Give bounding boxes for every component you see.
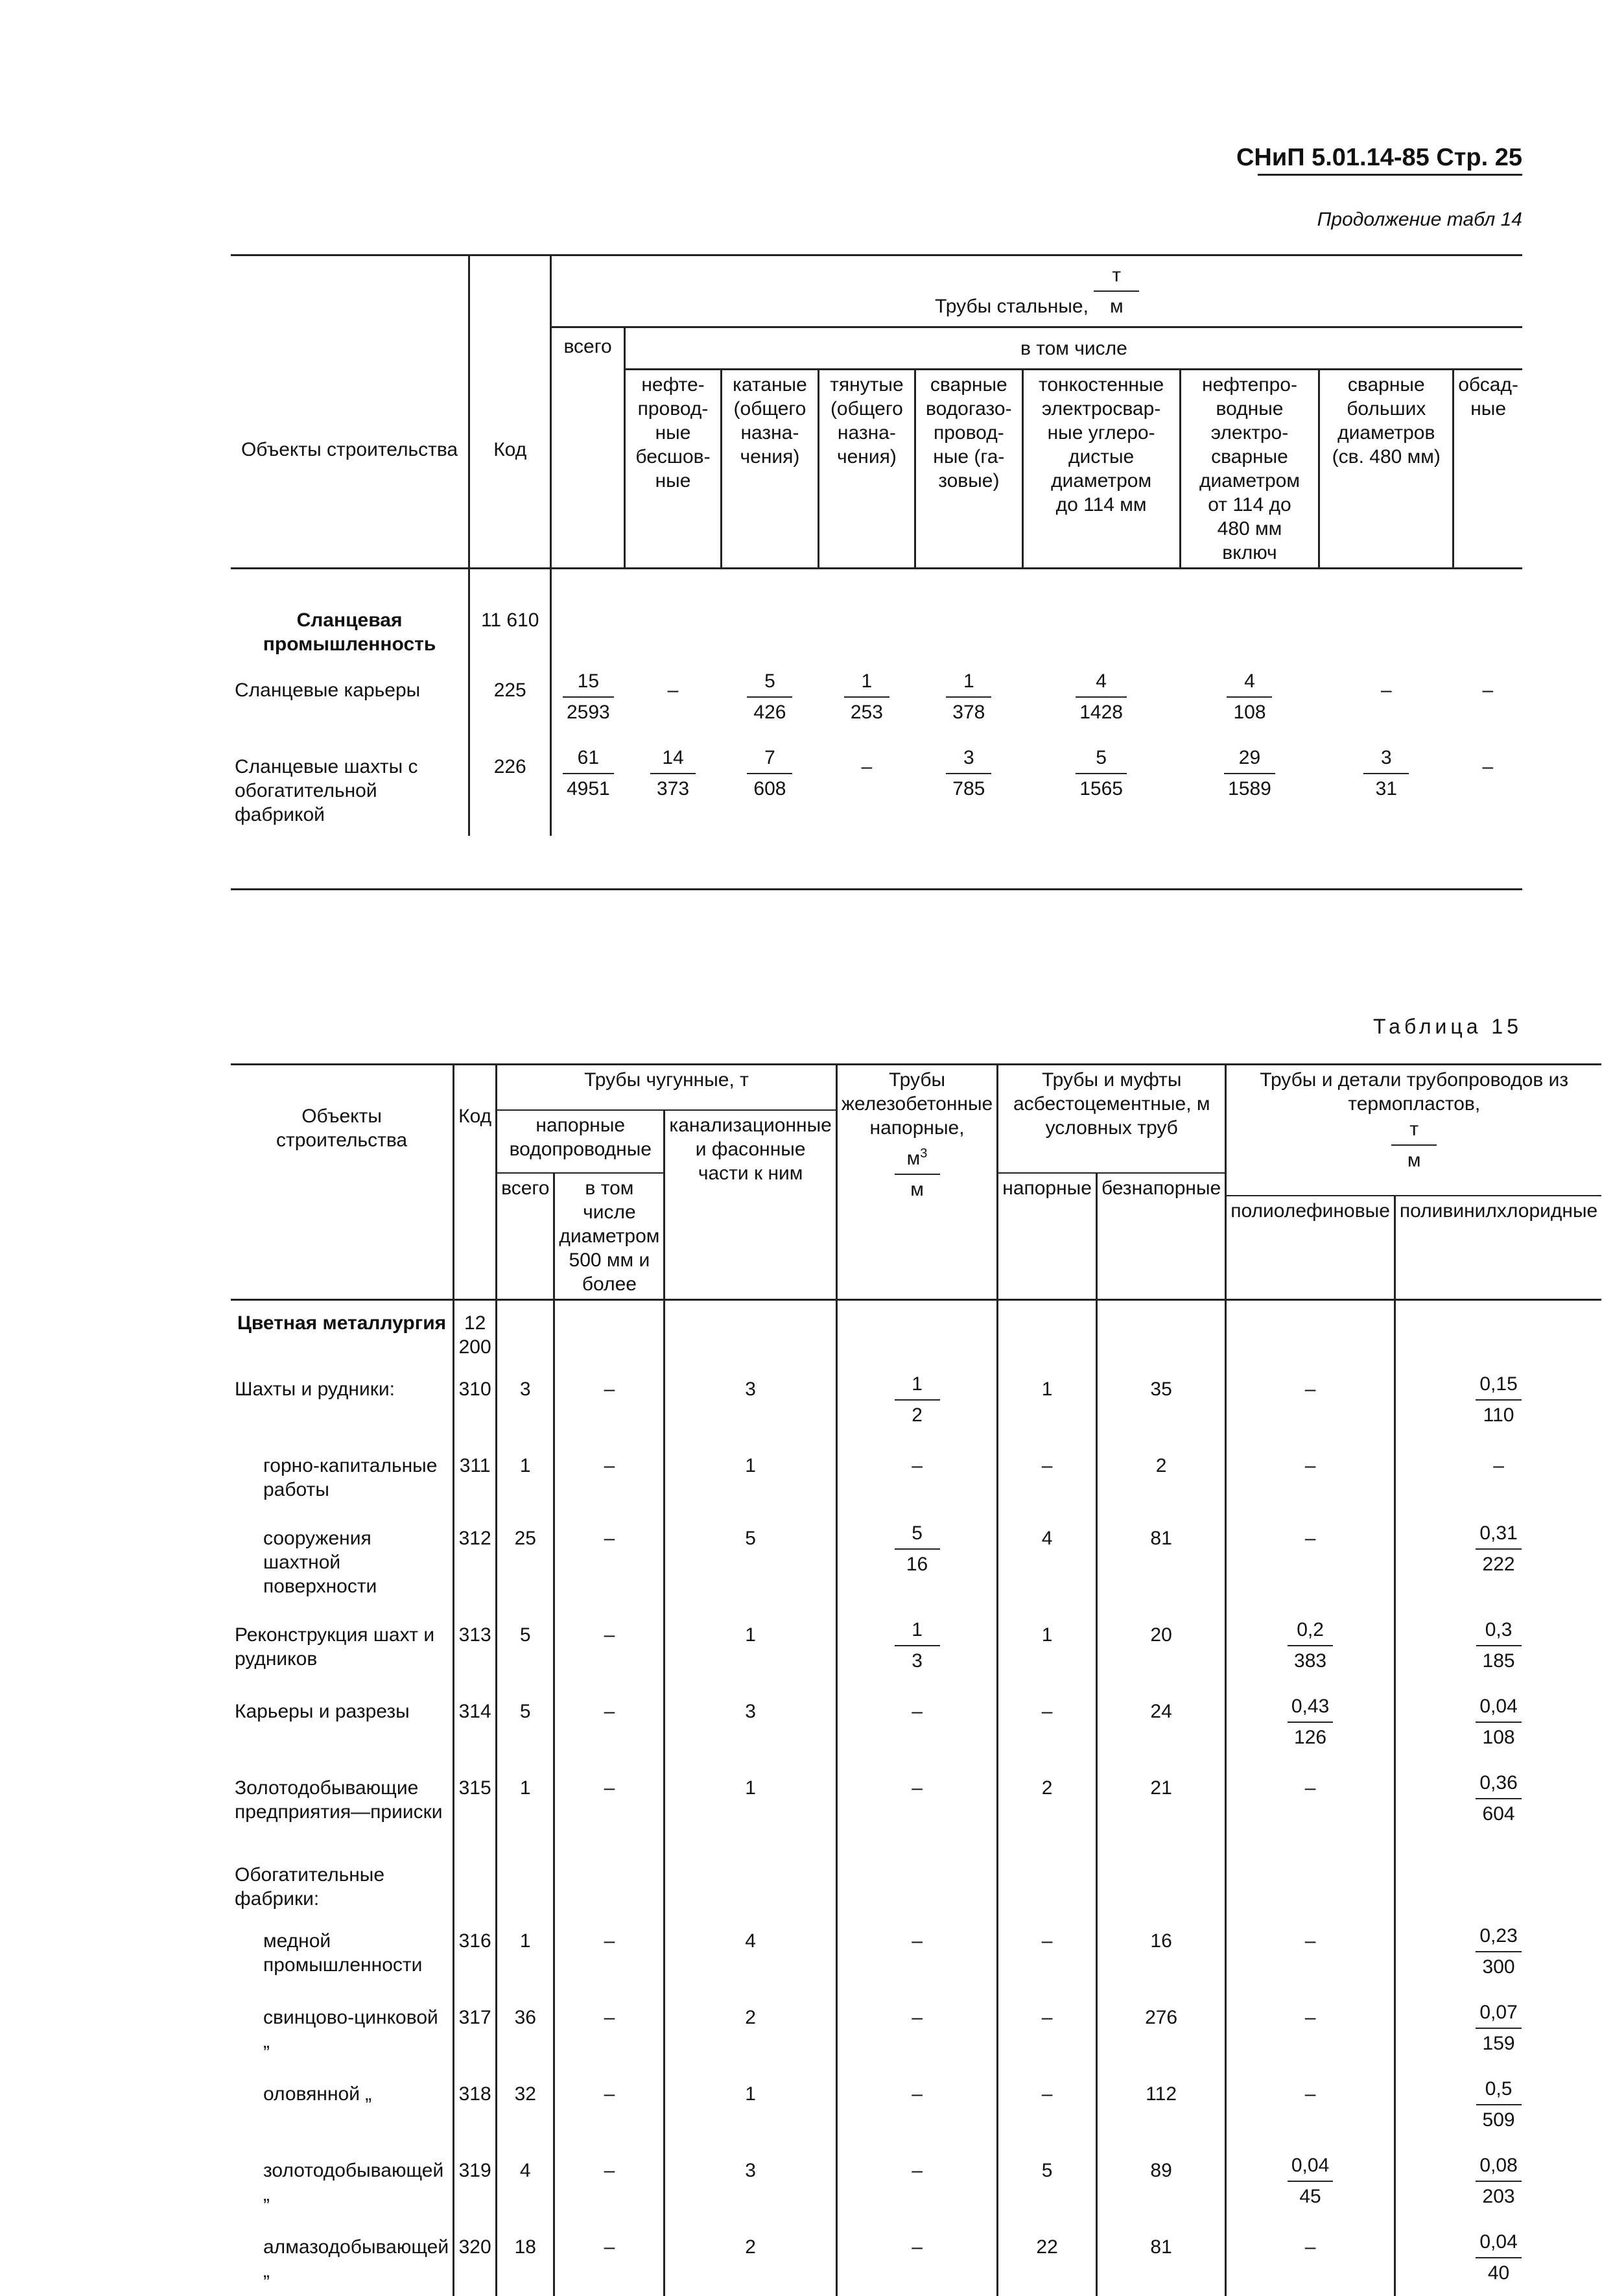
t15-row-code: 311 (454, 1438, 497, 1511)
t15-subgroup-empty (1226, 1837, 1395, 1913)
t14-cell-c6-denominator: 1589 (1228, 778, 1271, 799)
t14-cell-c6-fraction (1224, 744, 1275, 803)
t15-cell-total: 5 (497, 1684, 554, 1760)
t14-cell-c6-denominator: 108 (1233, 702, 1266, 723)
t15-cell-sewer: 3 (665, 2143, 836, 2219)
table-row (231, 2066, 1601, 2143)
t15-cell-pressure: – (998, 1913, 1097, 1990)
t15-cell-total: 18 (497, 2219, 554, 2296)
t15-cell-concrete-numerator: 1 (895, 1616, 940, 1646)
t15-cell-pvc-denominator: 509 (1482, 2109, 1515, 2131)
t15-cell-d500: – (554, 1607, 665, 1684)
t14-header-c7: сварные больших диаметров (св. 480 мм) (1319, 370, 1454, 569)
t14-cell-c6-numerator: 29 (1224, 744, 1275, 774)
t15-cell-pvc (1395, 1362, 1601, 1438)
t15-cell-d500: – (554, 2143, 665, 2219)
t15-row-code: 318 (454, 2066, 497, 2143)
t15-cell-pvc-denominator: 40 (1487, 2262, 1510, 2284)
t15-cell-poly (1226, 2143, 1395, 2219)
t15-row-code: 320 (454, 2219, 497, 2296)
t14-bottom-rule (231, 888, 1522, 890)
t15-cell-total: 32 (497, 2066, 554, 2143)
t15-cell-total: 1 (497, 1913, 554, 1990)
t15-subgroup-empty (1395, 1837, 1601, 1913)
t14-cell-total-denominator: 2593 (566, 702, 610, 723)
t15-cell-concrete-fraction (895, 1520, 940, 1578)
t15-cell-concrete-denominator: 2 (912, 1404, 923, 1426)
t15-cell-pvc-fraction (1476, 1616, 1522, 1675)
t15-header-objects: Объекты строительства (231, 1065, 454, 1300)
t15-cell-pvc-fraction (1476, 1520, 1521, 1578)
t15-cell-d500: – (554, 2066, 665, 2143)
t15-cell-pressure: 22 (998, 2219, 1097, 2296)
t14-cell-c7 (1319, 735, 1454, 836)
t15-header-polyolefin: полиолефиновые (1226, 1196, 1395, 1300)
t15-header-concrete (836, 1065, 997, 1300)
t14-header-steel-pipes (551, 255, 1522, 327)
t14-cell-c2-fraction (747, 668, 792, 726)
t15-header-500: в том числе диаметром 500 мм и более (554, 1173, 665, 1300)
t15-cell-pressure: – (998, 1438, 1097, 1511)
t15-cell-nonpressure: 2 (1096, 1438, 1225, 1511)
t14-cell-total (551, 659, 624, 735)
t14-header-c8: обсад- ные (1454, 370, 1522, 569)
t15-cell-pvc-fraction (1476, 1769, 1521, 1828)
t15-cell-nonpressure: 89 (1096, 2143, 1225, 2219)
t15-cell-total: 3 (497, 1362, 554, 1438)
t15-cell-pvc-numerator: 0,3 (1476, 1616, 1522, 1646)
t15-cell-pvc-denominator: 300 (1482, 1956, 1515, 1978)
t14-cell-c4-numerator: 1 (946, 668, 991, 698)
t15-header-code: Код (454, 1065, 497, 1300)
t15-cell-concrete-fraction (895, 1371, 940, 1429)
t15-cell-concrete-denominator: 3 (912, 1650, 923, 1672)
table14-continuation: Продолжение табл 14 (1317, 209, 1522, 230)
table-row (231, 1438, 1601, 1511)
t15-thermo-unit: т м (1391, 1116, 1437, 1174)
t15-row-code: 319 (454, 2143, 497, 2219)
t14-header-objects: Объекты строительства (231, 255, 469, 569)
page-header: СНиП 5.01.14-85 Стр. 25 (1236, 144, 1522, 171)
t15-cell-pvc-denominator: 185 (1482, 1650, 1515, 1672)
t15-cell-pvc-numerator: 0,5 (1476, 2076, 1522, 2105)
t15-cell-poly (1226, 1684, 1395, 1760)
t15-cell-pvc (1395, 1990, 1601, 2066)
t15-cell-sewer: 4 (665, 1913, 836, 1990)
t14-row-name: Сланцевые карьеры (235, 680, 421, 701)
t15-cell-poly: – (1226, 1362, 1395, 1438)
t15-cell-pvc-numerator: 0,31 (1476, 1520, 1521, 1550)
t15-cell-pvc (1395, 1607, 1601, 1684)
t14-cell-c8: – (1482, 680, 1494, 701)
t15-row-name: Карьеры и разрезы (235, 1701, 410, 1722)
t15-cell-d500: – (554, 1684, 665, 1760)
t15-cell-concrete (836, 1607, 997, 1684)
t14-cell-c1-denominator: 373 (656, 778, 690, 799)
t15-cell-sewer: 2 (665, 2219, 836, 2296)
t15-cell-pvc-denominator: 203 (1482, 2186, 1515, 2207)
t15-concrete-label: Трубы железобетонные напорные, (841, 1069, 993, 1139)
t15-cell-poly: – (1226, 1913, 1395, 1990)
t15-cell-pressure: – (998, 2066, 1097, 2143)
table-row (231, 2143, 1601, 2219)
t14-cell-c4 (915, 735, 1023, 836)
t14-cell-c4-denominator: 378 (952, 702, 985, 723)
t14-cell-total (551, 735, 624, 836)
t15-cell-pressure: 5 (998, 2143, 1097, 2219)
t14-cell-c4-numerator: 3 (946, 744, 991, 774)
t15-cell-pressure: – (998, 1990, 1097, 2066)
t15-cell-pvc-numerator: 0,08 (1476, 2152, 1521, 2182)
t15-cell-concrete-numerator: 1 (895, 1371, 940, 1401)
t14-cell-c1-fraction (650, 744, 696, 803)
table-row (231, 1511, 1601, 1607)
t14-cell-c2-numerator: 7 (747, 744, 792, 774)
t14-cell-c4-fraction (946, 744, 991, 803)
t14-cell-c5-denominator: 1565 (1079, 778, 1123, 799)
t15-cell-pvc-fraction (1476, 1999, 1521, 2057)
t15-row-code: 316 (454, 1913, 497, 1990)
t15-cell-total: 25 (497, 1511, 554, 1607)
t14-cell-c7-fraction (1363, 744, 1409, 803)
t15-row-name: оловянной „ (263, 2083, 372, 2105)
t15-cell-nonpressure: 20 (1096, 1607, 1225, 1684)
t15-cell-poly-fraction (1288, 1616, 1333, 1675)
t14-cell-c6-fraction (1227, 668, 1272, 726)
t15-cell-sewer: 1 (665, 2066, 836, 2143)
t15-cell-sewer: 3 (665, 1684, 836, 1760)
t15-row-name: горно-капитальные работы (263, 1455, 438, 1500)
t15-cell-nonpressure: 276 (1096, 1990, 1225, 2066)
t14-header-c6: нефтепро- водные электро- сварные диаметром от 114 до 480 мм включ (1180, 370, 1319, 569)
t14-cell-c1: – (667, 680, 679, 701)
t15-cell-concrete: – (836, 2066, 997, 2143)
t15-cell-nonpressure: 112 (1096, 2066, 1225, 2143)
t15-cell-poly-numerator: 0,2 (1288, 1616, 1333, 1646)
t15-cell-pvc-denominator: 159 (1482, 2033, 1515, 2054)
table-15 (231, 1063, 1601, 2296)
t15-cell-concrete-fraction (895, 1616, 940, 1675)
t15-cell-concrete: – (836, 2219, 997, 2296)
t15-cell-pvc-numerator: 0,36 (1476, 1769, 1521, 1799)
t14-row-code: 226 (469, 735, 551, 836)
t14-cell-c5-fraction (1076, 668, 1127, 726)
header-underline (1258, 174, 1522, 176)
t15-subgroup-empty (1096, 1837, 1225, 1913)
t15-cell-poly-fraction (1288, 2152, 1333, 2210)
t15-row-code: 315 (454, 1760, 497, 1837)
t15-cell-concrete: – (836, 2143, 997, 2219)
t15-cell-poly: – (1226, 2219, 1395, 2296)
t15-cell-concrete: – (836, 1684, 997, 1760)
t15-header-nonpressure: безнапорные (1096, 1173, 1225, 1300)
table-subgroup-row (231, 1837, 1601, 1913)
t14-cell-c2 (722, 659, 818, 735)
t15-cell-concrete: – (836, 1760, 997, 1837)
t14-header-c4: сварные водогазо- провод- ные (га- зовые) (915, 370, 1023, 569)
t14-cell-c2-denominator: 608 (753, 778, 786, 799)
t15-cell-poly (1226, 1607, 1395, 1684)
t15-cell-poly: – (1226, 2066, 1395, 2143)
t15-cell-poly: – (1226, 1990, 1395, 2066)
t15-cell-pvc: – (1395, 1438, 1601, 1511)
t14-header-total: всего (551, 327, 624, 569)
t14-group-code: 11 610 (469, 569, 551, 659)
t14-header-code: Код (469, 255, 551, 569)
t15-cell-pvc-fraction (1476, 1693, 1521, 1751)
t14-cell-total-denominator: 4951 (566, 778, 610, 799)
t14-cell-c4-denominator: 785 (952, 778, 985, 799)
table-row (231, 1913, 1601, 1990)
t14-cell-c3-fraction (844, 668, 889, 726)
t14-cell-c5 (1022, 659, 1180, 735)
t15-cell-pvc-numerator: 0,23 (1476, 1923, 1521, 1952)
t15-cell-d500: – (554, 1760, 665, 1837)
t15-row-name: золотодобывающей „ (263, 2160, 444, 2205)
t15-cell-pvc (1395, 1913, 1601, 1990)
t15-header-cast-iron: Трубы чугунные, т (497, 1065, 837, 1111)
t15-cell-d500: – (554, 1362, 665, 1438)
t14-cell-total-fraction (563, 668, 614, 726)
t14-cell-total-fraction (563, 744, 614, 803)
t14-cell-c2-denominator: 426 (753, 702, 786, 723)
t14-cell-c6 (1180, 659, 1319, 735)
table-row (231, 1684, 1601, 1760)
t14-steel-unit: т м (1094, 262, 1139, 320)
t14-cell-c6 (1180, 735, 1319, 836)
t15-group-code: 12 200 (454, 1300, 497, 1362)
t15-cell-nonpressure: 24 (1096, 1684, 1225, 1760)
t15-header-sewer: канализационные и фасонные части к ним (665, 1110, 836, 1300)
t15-row-name: Золотодобывающие предприятия—прииски (235, 1777, 443, 1823)
t15-cell-nonpressure: 21 (1096, 1760, 1225, 1837)
t15-cell-poly-numerator: 0,04 (1288, 2152, 1333, 2182)
t15-cell-pvc-fraction (1476, 2076, 1522, 2134)
t14-cell-c3 (818, 659, 915, 735)
t15-cell-concrete-numerator: 5 (895, 1520, 940, 1550)
t15-cell-total: 4 (497, 2143, 554, 2219)
t15-row-code: 314 (454, 1684, 497, 1760)
t15-header-total: всего (497, 1173, 554, 1300)
t15-cell-pvc (1395, 1684, 1601, 1760)
t15-cell-pvc-denominator: 604 (1482, 1803, 1515, 1825)
t15-row-code: 317 (454, 1990, 497, 2066)
t15-cell-d500: – (554, 1511, 665, 1607)
t15-cell-concrete (836, 1362, 997, 1438)
t14-header-c5: тонкостенные электросвар- ные углеро- дистые диаметром до 114 мм (1022, 370, 1180, 569)
t15-cell-pvc (1395, 1760, 1601, 1837)
t15-cell-pvc (1395, 1511, 1601, 1607)
t15-cell-pvc-fraction (1476, 2152, 1521, 2210)
table-row (231, 2219, 1601, 2296)
t14-cell-total-numerator: 15 (563, 668, 614, 698)
t14-row-code: 225 (469, 659, 551, 735)
t15-cell-pvc-fraction (1476, 2229, 1521, 2287)
t15-cell-concrete: – (836, 1913, 997, 1990)
t15-cell-total: 1 (497, 1760, 554, 1837)
t15-cell-d500: – (554, 1913, 665, 1990)
t15-cell-pvc-numerator: 0,04 (1476, 1693, 1521, 1723)
t15-cell-poly-numerator: 0,43 (1288, 1693, 1333, 1723)
t15-cell-concrete-denominator: 16 (906, 1554, 928, 1575)
t14-cell-c5 (1022, 735, 1180, 836)
t15-cell-poly: – (1226, 1760, 1395, 1837)
t15-subgroup-label: Обогатительные фабрики: (235, 1864, 385, 1910)
t15-cell-pvc (1395, 2219, 1601, 2296)
t15-thermo-label: Трубы и детали трубопроводов из термопластов, (1260, 1069, 1569, 1115)
t15-row-name: свинцово-цинковой „ (263, 2007, 438, 2052)
t14-cell-c7-denominator: 31 (1375, 778, 1397, 799)
t14-cell-c1 (624, 735, 721, 836)
t14-header-c3: тянутые (общего назна- чения) (818, 370, 915, 569)
t15-cell-pvc-denominator: 222 (1482, 1554, 1515, 1575)
t15-cell-pvc-numerator: 0,07 (1476, 1999, 1521, 2029)
t15-group-name: Цветная металлургия (237, 1312, 447, 1334)
t15-subgroup-empty (665, 1837, 836, 1913)
table15-title: Таблица 15 (1373, 1015, 1522, 1038)
t15-cell-nonpressure: 35 (1096, 1362, 1225, 1438)
t14-steel-pipes-label: Трубы стальные, (935, 296, 1089, 317)
t14-cell-c6-numerator: 4 (1227, 668, 1272, 698)
t14-cell-c3-denominator: 253 (850, 702, 883, 723)
t14-cell-c7-numerator: 3 (1363, 744, 1409, 774)
table-row (231, 1990, 1601, 2066)
t15-cell-d500: – (554, 1438, 665, 1511)
t15-cell-pvc-fraction (1476, 1371, 1521, 1429)
t15-header-pressure: напорные (998, 1173, 1097, 1300)
t15-cell-pvc-fraction (1476, 1923, 1521, 1981)
t14-cell-c2-fraction (747, 744, 792, 803)
t15-cell-nonpressure: 81 (1096, 2219, 1225, 2296)
t15-cell-pressure: 2 (998, 1760, 1097, 1837)
t14-header-c1: нефте- провод- ные бесшов- ные (624, 370, 721, 569)
t15-cell-sewer: 1 (665, 1438, 836, 1511)
t15-header-pressure-water: напорные водопроводные (497, 1110, 665, 1173)
t15-cell-total: 36 (497, 1990, 554, 2066)
t14-row-name: Сланцевые шахты с обогатительной фабрикой (235, 756, 418, 825)
t15-cell-pressure: – (998, 1684, 1097, 1760)
t15-cell-concrete: – (836, 1990, 997, 2066)
t15-cell-nonpressure: 81 (1096, 1511, 1225, 1607)
t14-cell-c2 (722, 735, 818, 836)
t14-group-name: Сланцевая промышленность (263, 610, 436, 655)
t15-header-asbestos: Трубы и муфты асбестоцементные, м условных труб (998, 1065, 1226, 1174)
t15-cell-total: 1 (497, 1438, 554, 1511)
table-row (231, 1607, 1601, 1684)
t14-header-incl: в том числе (624, 327, 1522, 370)
table-row (231, 735, 1522, 836)
t15-cell-pressure: 1 (998, 1607, 1097, 1684)
t15-cell-sewer: 1 (665, 1607, 836, 1684)
t15-header-thermo (1226, 1065, 1601, 1196)
t15-cell-pressure: 1 (998, 1362, 1097, 1438)
t15-cell-pvc-numerator: 0,15 (1476, 1371, 1521, 1401)
t15-cell-poly-denominator: 383 (1294, 1650, 1327, 1672)
t15-cell-sewer: 1 (665, 1760, 836, 1837)
t14-cell-c3-numerator: 1 (844, 668, 889, 698)
table-14 (231, 254, 1522, 836)
table-row (231, 659, 1522, 735)
t15-subgroup-empty (454, 1837, 497, 1913)
t15-cell-d500: – (554, 1990, 665, 2066)
t15-cell-pressure: 4 (998, 1511, 1097, 1607)
t14-cell-c2-numerator: 5 (747, 668, 792, 698)
t14-cell-c8: – (1482, 756, 1494, 777)
t15-subgroup-empty (836, 1837, 997, 1913)
t14-cell-c4 (915, 659, 1023, 735)
t15-row-name: Реконструкция шахт и рудников (235, 1624, 435, 1670)
table-row (231, 1760, 1601, 1837)
t14-cell-c5-numerator: 5 (1076, 744, 1127, 774)
t15-cell-sewer: 5 (665, 1511, 836, 1607)
t15-cell-pvc-denominator: 110 (1483, 1404, 1514, 1426)
t15-cell-poly: – (1226, 1511, 1395, 1607)
t15-row-code: 310 (454, 1362, 497, 1438)
t15-cell-pvc-denominator: 108 (1482, 1727, 1515, 1748)
t14-cell-total-numerator: 61 (563, 744, 614, 774)
table-row (231, 1362, 1601, 1438)
t14-cell-c7: – (1380, 680, 1392, 701)
t14-cell-c3: – (861, 756, 873, 777)
t15-header-pvc: поливинилхлоридные (1395, 1196, 1601, 1300)
t15-cell-concrete: – (836, 1438, 997, 1511)
t15-cell-poly: – (1226, 1438, 1395, 1511)
t15-row-name: Шахты и рудники: (235, 1379, 395, 1400)
t15-subgroup-empty (497, 1837, 554, 1913)
t15-cell-pvc (1395, 2066, 1601, 2143)
t15-cell-pvc (1395, 2143, 1601, 2219)
t15-row-name: алмазодобывающей „ (263, 2236, 449, 2282)
t15-row-code: 313 (454, 1607, 497, 1684)
t15-cell-sewer: 3 (665, 1362, 836, 1438)
t15-cell-sewer: 2 (665, 1990, 836, 2066)
t15-row-code: 312 (454, 1511, 497, 1607)
t15-subgroup-empty (998, 1837, 1097, 1913)
t15-row-name: сооружения шахтной поверхности (263, 1528, 377, 1597)
t15-cell-concrete (836, 1511, 997, 1607)
t15-cell-pvc-numerator: 0,04 (1476, 2229, 1521, 2258)
t14-cell-c5-denominator: 1428 (1079, 702, 1123, 723)
t15-cell-poly-denominator: 45 (1299, 2186, 1321, 2207)
t14-cell-c5-numerator: 4 (1076, 668, 1127, 698)
t14-header-c2: катаные (общего назна- чения) (722, 370, 818, 569)
t14-cell-c1-numerator: 14 (650, 744, 696, 774)
t14-cell-c4-fraction (946, 668, 991, 726)
t15-subgroup-empty (554, 1837, 665, 1913)
t15-cell-total: 5 (497, 1607, 554, 1684)
t15-cell-nonpressure: 16 (1096, 1913, 1225, 1990)
t15-concrete-unit: $м^3$ м (895, 1140, 940, 1203)
t14-cell-c5-fraction (1076, 744, 1127, 803)
t15-cell-poly-fraction (1288, 1693, 1333, 1751)
t15-row-name: медной промышленности (263, 1930, 423, 1976)
t15-cell-poly-denominator: 126 (1294, 1727, 1327, 1748)
t15-cell-d500: – (554, 2219, 665, 2296)
